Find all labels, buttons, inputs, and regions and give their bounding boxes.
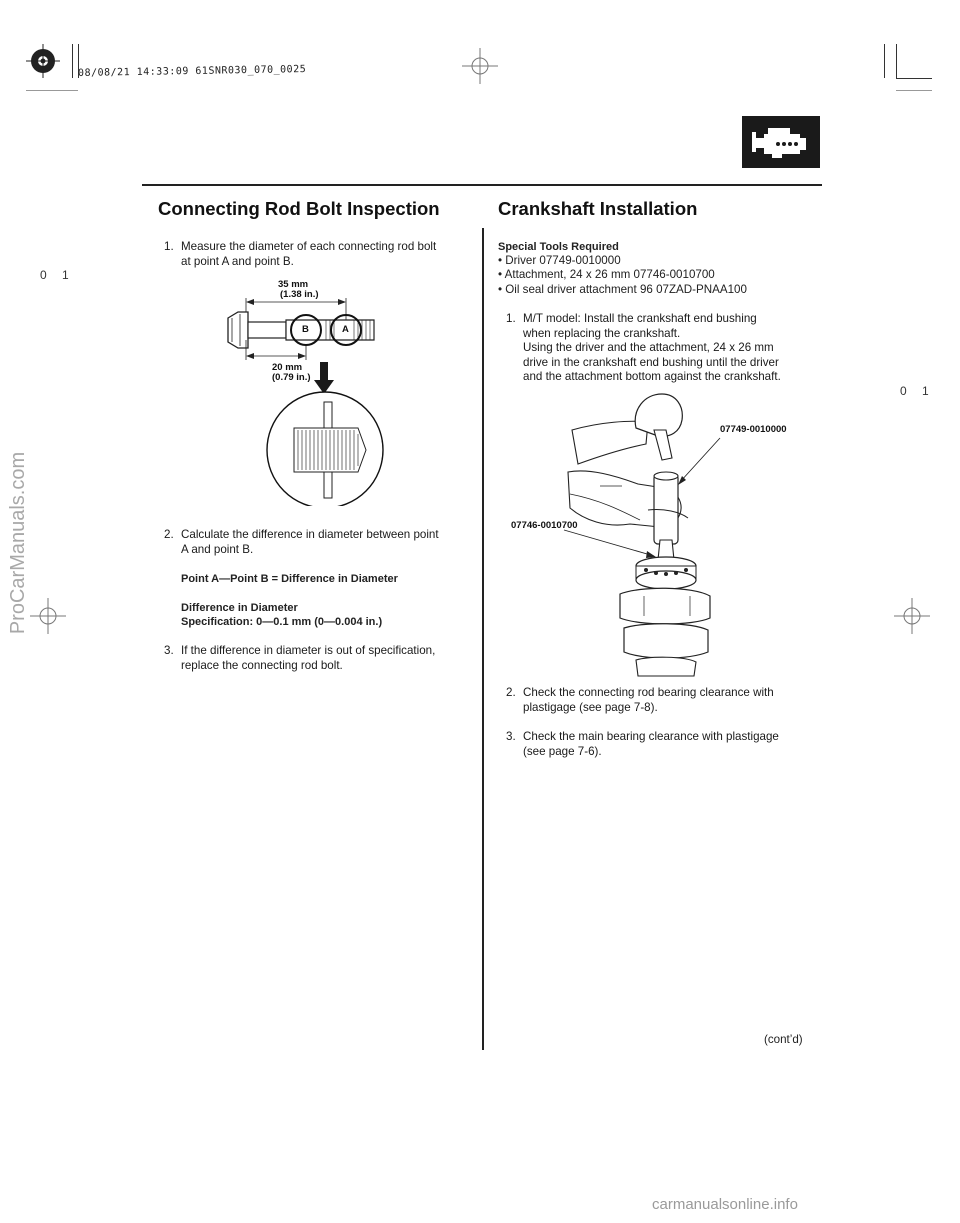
tool-item: • Attachment, 24 x 26 mm 07746-0010700 (498, 268, 715, 281)
step-1-right (506, 312, 816, 385)
crop-mark (896, 90, 932, 91)
step-text: when replacing the crankshaft. (523, 326, 681, 340)
step-text: A and point B. (181, 542, 254, 556)
driver-label: 07749-0010000 (720, 424, 787, 435)
section-title-left: Connecting Rod Bolt Inspection (158, 198, 440, 219)
step-text: at point A and point B. (181, 254, 294, 268)
registration-mark (26, 44, 60, 78)
step-number: 2. (506, 686, 516, 699)
bolt-figure (218, 278, 388, 506)
step-number: 3. (506, 730, 516, 743)
step-number: 1. (164, 240, 174, 253)
difference-formula: Point A—Point B = Difference in Diameter (181, 573, 398, 585)
step-text: If the difference in diameter is out of specification, (181, 644, 436, 657)
watermark-left: ProCarManuals.com (7, 451, 29, 635)
attachment-label: 07746-0010700 (511, 520, 578, 531)
crop-mark (884, 44, 885, 78)
dimension-label: 20 mm (272, 362, 303, 373)
print-stamp: 08/08/21 14:33:09 61SNR030_070_0025 (77, 64, 307, 79)
dimension-label: (1.38 in.) (280, 289, 319, 300)
step-text: Using the driver and the attachment, 24 x 26 mm (523, 341, 774, 355)
step-text: drive in the crankshaft end bushing until the driver (523, 355, 779, 369)
spec-title: Difference in Diameter (181, 602, 298, 614)
crop-mark (896, 44, 897, 78)
watermark-bottom: carmanualsonline.info (652, 1196, 798, 1213)
margin-mark-left: 0 1 (40, 268, 75, 282)
step-1 (164, 240, 474, 269)
step-number: 2. (164, 528, 174, 541)
crop-mark (896, 78, 932, 79)
step-text: Check the connecting rod bearing clearance with (523, 686, 774, 699)
step-text: replace the connecting rod bolt. (181, 658, 343, 672)
tools-title: Special Tools Required (498, 241, 619, 253)
step-text: plastigage (see page 7-8). (523, 700, 658, 714)
step-text: Measure the diameter of each connecting rod bolt (181, 240, 437, 253)
step-2 (164, 528, 474, 557)
step-text: Calculate the difference in diameter between point (181, 528, 439, 541)
column-divider (482, 228, 484, 1050)
step-text: and the attachment bottom against the crankshaft. (523, 370, 781, 384)
step-3-right (506, 730, 816, 759)
step-text: (see page 7-6). (523, 744, 602, 758)
tool-item: • Oil seal driver attachment 96 07ZAD-PNAA100 (498, 283, 747, 296)
crosshair-mark (894, 598, 930, 634)
step-2-right (506, 686, 816, 715)
tool-item: • Driver 07749-0010000 (498, 254, 621, 267)
header-rule (142, 184, 822, 186)
crop-mark (72, 44, 73, 78)
step-text: M/T model: Install the crankshaft end bushing (523, 312, 757, 325)
point-a-label: A (342, 324, 349, 335)
dimension-label: 35 mm (278, 279, 309, 290)
step-number: 3. (164, 644, 174, 657)
point-b-label: B (302, 324, 309, 335)
margin-mark-right: 0 1 (900, 384, 935, 398)
step-3 (164, 644, 474, 673)
crop-mark (26, 90, 78, 91)
engine-icon (742, 116, 820, 168)
section-title-right: Crankshaft Installation (498, 198, 698, 219)
continued-note: (cont’d) (764, 1033, 803, 1046)
step-number: 1. (506, 312, 516, 325)
spec-value: Specification: 0—0.1 mm (0—0.004 in.) (181, 616, 383, 628)
step-text: Check the main bearing clearance with plastigage (523, 730, 779, 743)
dimension-label: (0.79 in.) (272, 372, 311, 383)
crosshair-mark (462, 48, 498, 84)
